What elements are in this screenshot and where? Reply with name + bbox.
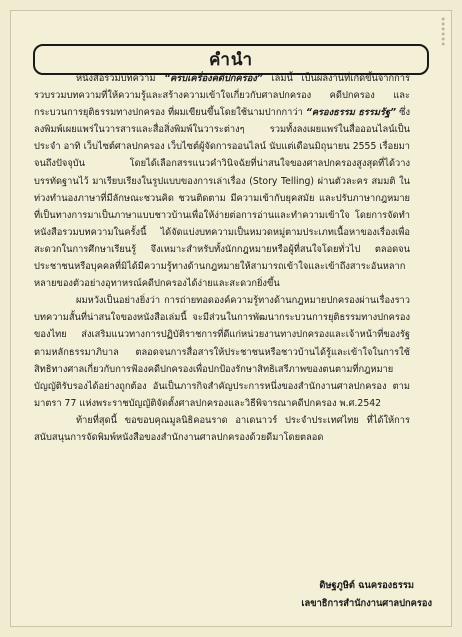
- paragraph-1-mid: เล่มนี้ เป็นผลงานที่เกิดขึ้นจากการรวบรวมบทความที่ให้ความรู้และสร้างความเข้าใจเกี่ยวกับศาลปกครอง คดีปกครอง และกระบวนการยุติธรรมทางปกครอง ที่ผมเขียนขึ้นโดยใช้นามปากกาว่า: [34, 73, 410, 119]
- foreword-body: [34, 70, 410, 446]
- corner-decoration: ● ● ● ● ● ●: [441, 16, 445, 46]
- page-title: คำนำ: [208, 50, 254, 70]
- paragraph-2-text: ผมหวังเป็นอย่างยิ่งว่า การถ่ายทอดองค์ความรู้ทางด้านกฎหมายปกครองผ่านเรื่องราวบทความสั้นที่น่าสนใจของหนังสือเล่มนี้ จะมีส่วนในการพัฒนากระบวนการยุติธรรมทางปกครองของไทย ส่งเสริมแนวทางการปฏิบัติราชการที่ดีแก่หน่วยงานทางปกครองและเจ้าหน้าที่ของรัฐตามหลักธรรมาภิบาล ตลอดจนการสื่อสารให้ประชาชนหรือชาวบ้านได้รู้และเข้าใจในการใช้สิทธิทางศาลเกี่ยวกับการฟ้องคดีปกครองเพื่อปกป้องรักษาสิทธิเสรีภาพของตนตามที่กฎหมายบัญญัติรับรองได้อย่างถูกต้อง อันเป็นภารกิจสำคัญประการหนึ่งของสำนักงานศาลปกครอง ตามมาตรา 77 แห่งพระราชบัญญัติจัดตั้งศาลปกครองและวิธีพิจารณาคดีปกครอง พ.ศ.2542: [34, 295, 410, 409]
- pen-name-emphasis: “ครองธรรม ธรรมรัฐ”: [305, 107, 397, 119]
- paragraph-1-intro: หนังสือรวมบทความ: [76, 73, 165, 84]
- paragraph-1-rest: ซึ่งลงพิมพ์เผยแพร่ในวารสารและสื่อสิ่งพิมพ์ในวาระต่างๆ รวมทั้งลงเผยแพร่ในสื่อออนไลน์เป็นประจำ อาทิ เว็บไซต์ศาลปกครอง เว็บไซต์ผู้จัดการออนไลน์ นับแต่เดือนมิถุนายน 2555 เรื่อยมาจนถึงปัจจุบัน โดยได้เลือกสรรแนวคำวินิจฉัยที่น่าสนใจของศาลปกครองสูงสุดที่ได้วางบรรทัดฐานไว้ มาเรียบเรียงในรูปแบบของการเล่าเรื่อง (Story Telling) ผ่านตัวละคร สมมติ ในท่วงทำนองภาษาที่มีลักษณะชวนคิด ชวนติดตาม มีความเข้ากับยุคสมัย และปรับภาษากฎหมายที่เป็นทางการมาเป็นภาษาแบบชาวบ้านเพื่อให้ง่ายต่อการอ่านและทำความเข้าใจ โดยการจัดทำหนังสือรวมบทความในครั้งนี้ ได้จัดแบ่งบทความเป็นหมวดหมู่ตามประเภทเนื้อหาของเรื่องเพื่อสะดวกในการศึกษาเรียนรู้ จึงเหมาะสำหรับทั้งนักกฎหมายหรือผู้ที่สนใจโดยทั่วไป ตลอดจนประชาชนหรือบุคคลที่มิได้มีความรู้ทางด้านกฎหมายให้สามารถเข้าใจและเข้าถึงสาระอันหลากหลายของตัวอย่างอุทาหรณ์คดีปกครองได้ง่ายและสะดวกยิ่งขึ้น: [34, 107, 411, 290]
- signature-position: เลขาธิการสำนักงานศาลปกครอง: [301, 597, 432, 609]
- paragraph-3: [34, 412, 410, 446]
- book-title-emphasis: “ครบเครื่องคดีปกครอง”: [164, 73, 263, 84]
- signature-name: ดิษฐภูษิต์ ฉนครองธรรม: [319, 580, 414, 591]
- signature-block: [301, 577, 432, 612]
- paragraph-2: [34, 292, 410, 412]
- paragraph-3-text: ท้ายที่สุดนี้ ขอขอบคุณมูลนิธิคอนราด อาเดนาวร์ ประจำประเทศไทย ที่ได้ให้การสนับสนุนการจัดพิมพ์หนังสือของสำนักงานศาลปกครองด้วยดีมาโดยตลอด: [34, 414, 410, 443]
- paragraph-1: [34, 70, 410, 292]
